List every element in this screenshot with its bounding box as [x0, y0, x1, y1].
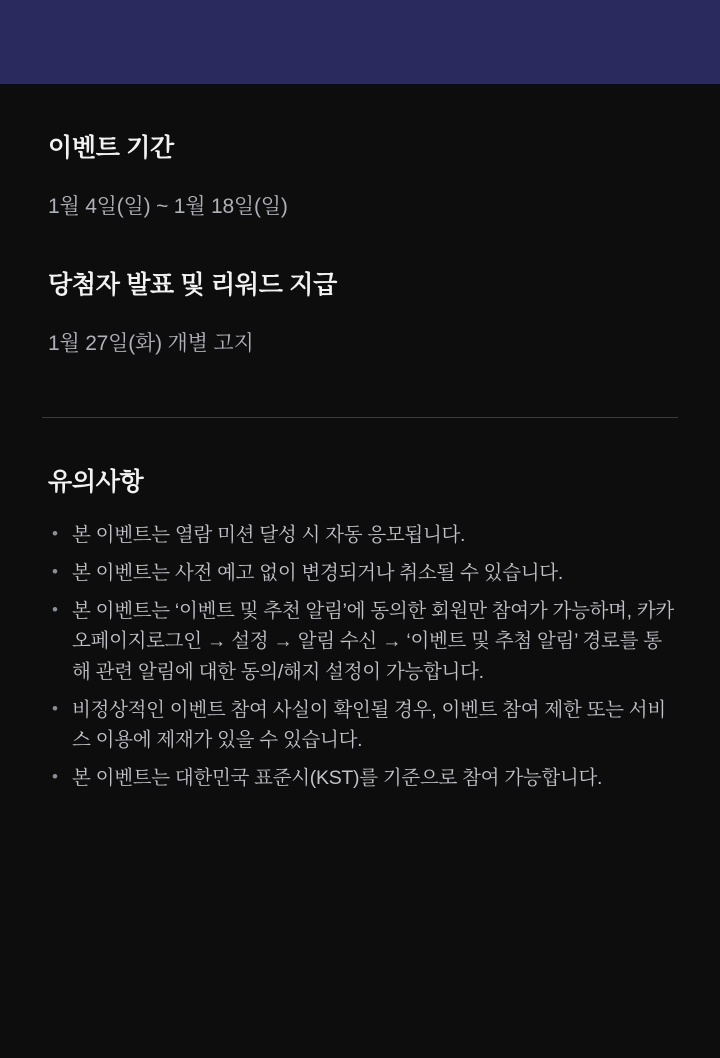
list-item [42, 763, 678, 793]
bullet-icon: • [52, 523, 58, 543]
winner-announcement-title: 당첨자 발표 및 리워드 지급 [48, 271, 337, 300]
list-item [42, 558, 678, 588]
event-content [0, 84, 720, 794]
event-hero-banner [0, 0, 720, 84]
bullet-icon: • [52, 767, 58, 787]
winner-announcement-section [42, 221, 678, 358]
list-item [42, 596, 678, 687]
event-period-section [42, 84, 678, 221]
event-period-value: 1월 4일(일) ~ 1월 18일(일) [48, 195, 288, 218]
list-item [42, 520, 678, 550]
notice-item-text: 본 이벤트는 ‘이벤트 및 추천 알림’에 동의한 회원만 참여가 가능하며, 카카오페이지로그인 → 설정 → 알림 수신 → ‘이벤트 및 추첨 알림’ 경로를 통해 관련 알림에 대한 동의/해지 설정이 가능합니다. [72, 600, 674, 683]
notice-item-text: 본 이벤트는 대한민국 표준시(KST)를 기준으로 참여 가능합니다. [72, 767, 603, 790]
notice-section [42, 418, 678, 794]
event-period-title: 이벤트 기간 [48, 134, 174, 162]
notice-item-text: 본 이벤트는 사전 예고 없이 변경되거나 취소될 수 있습니다. [72, 562, 563, 584]
notice-item-text: 비정상적인 이벤트 참여 사실이 확인될 경우, 이벤트 참여 제한 또는 서비스 이용에 제재가 있을 수 있습니다. [72, 698, 666, 752]
notice-item-text: 본 이벤트는 열람 미션 달성 시 자동 응모됩니다. [72, 523, 466, 546]
notice-title: 유의사항 [48, 467, 144, 496]
winner-announcement-value: 1월 27일(화) 개별 고지 [48, 332, 254, 356]
bullet-icon: • [52, 698, 58, 718]
bullet-icon: • [52, 600, 58, 620]
notice-list [42, 520, 678, 794]
list-item [42, 695, 678, 755]
bullet-icon: • [52, 562, 58, 581]
